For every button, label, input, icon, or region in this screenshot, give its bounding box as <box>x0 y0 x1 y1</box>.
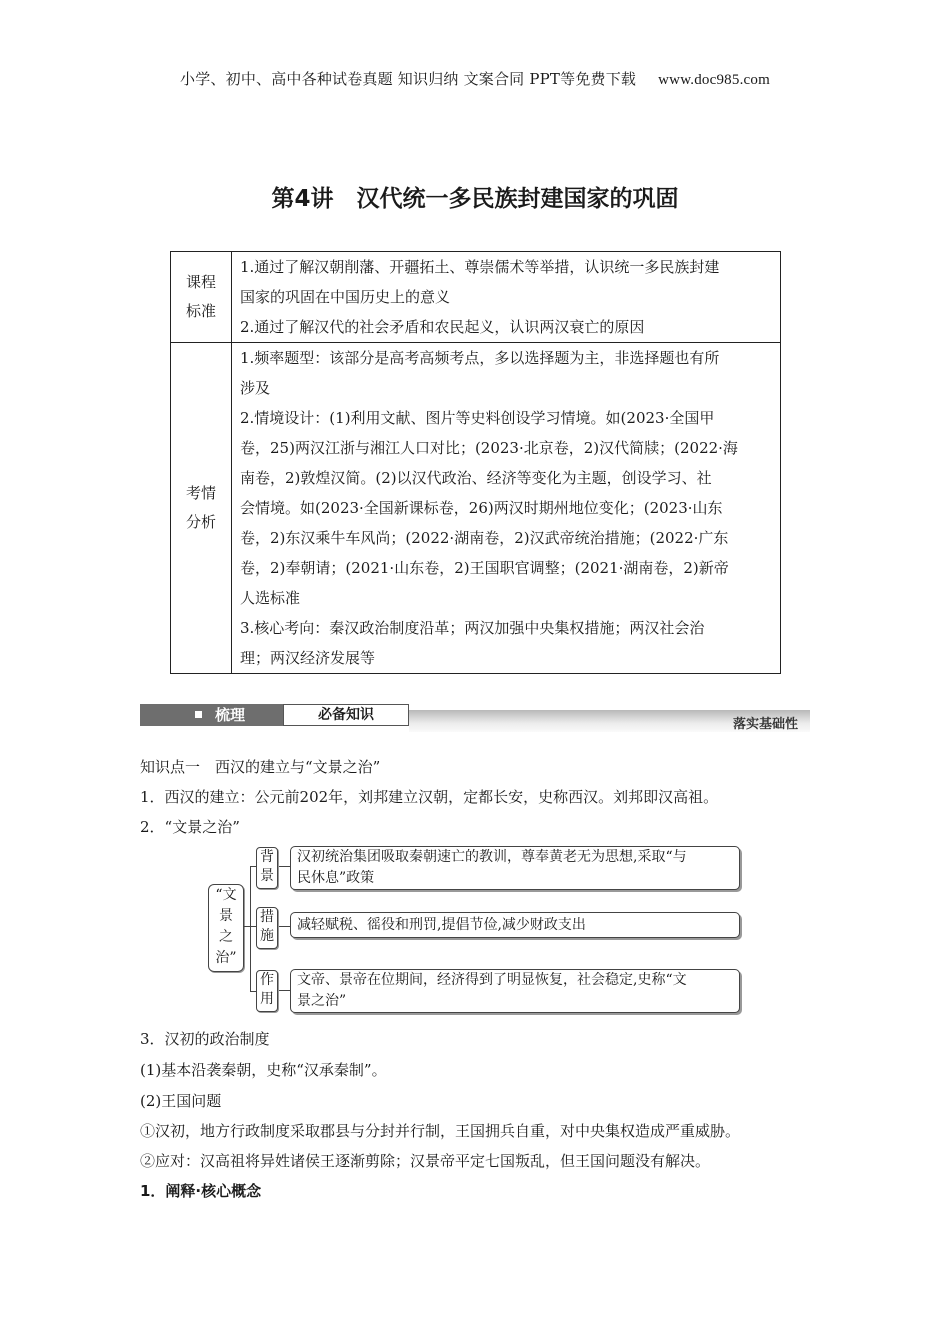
page-title: 第4讲 汉代统一多民族封建国家的巩固 <box>271 186 679 212</box>
branch-description: 汉初统治集团吸取秦朝速亡的教训，尊奉黄老无为思想,采取“与 民休息”政策 <box>290 846 740 890</box>
paragraph: ②应对：汉高祖将异姓诸侯王逐渐剪除；汉景帝平定七国叛乱，但王国问题没有解决。 <box>140 1152 711 1170</box>
header-text: 小学、初中、高中各种试卷真题 知识归纳 文案合同 PPT等免费下载 <box>180 70 637 88</box>
connector <box>243 926 250 927</box>
subsection-heading: 1．阐释·核心概念 <box>140 1182 262 1200</box>
paragraph: 1．西汉的建立：公元前202年，刘邦建立汉朝，定都长安，史称西汉。刘邦即汉高祖。 <box>140 788 719 806</box>
standard-text: 1.通过了解汉朝削藩、开疆拓土、尊崇儒术等举措，认识统一多民族封建 国家的巩固在中国历史上的意义 2.通过了解汉代的社会矛盾和农民起义，认识两汉衰亡的原因 <box>232 252 781 343</box>
connector <box>278 926 290 927</box>
band-left-label: 梳理 <box>215 706 246 724</box>
branch-description: 文帝、景帝在位期间，经济得到了明显恢复，社会稳定,史称“文 景之治” <box>290 969 740 1013</box>
branch-description: 减轻赋税、徭役和刑罚,提倡节俭,减少财政支出 <box>290 912 740 938</box>
paragraph: 3．汉初的政治制度 <box>140 1030 270 1048</box>
connector <box>278 990 290 991</box>
paragraph: 2．“文景之治” <box>140 818 240 836</box>
band-right-label: 落实基础性 <box>732 717 798 732</box>
paragraph: (1)基本沿袭秦朝，史称“汉承秦制”。 <box>140 1061 387 1079</box>
branch-category: 背 景 <box>256 847 278 889</box>
paragraph: (2)王国问题 <box>140 1092 222 1110</box>
band-dark <box>140 704 285 726</box>
analysis-label: 考情 分析 <box>171 343 232 674</box>
standard-label: 课程 标准 <box>171 252 232 343</box>
diagram-center-node: “文 景 之 治” <box>208 884 244 972</box>
knowledge-point-heading: 知识点一 西汉的建立与“文景之治” <box>140 758 381 776</box>
connector <box>278 866 290 867</box>
page-header <box>0 68 950 89</box>
paragraph: ①汉初，地方行政制度采取郡县与分封并行制，王国拥兵自重，对中央集权造成严重威胁。 <box>140 1122 741 1140</box>
section-band <box>140 704 810 732</box>
table-row <box>171 343 781 674</box>
square-icon <box>195 711 202 718</box>
band-box-label: 必备知识 <box>283 704 409 726</box>
branch-category: 措 施 <box>256 907 278 949</box>
table-row <box>171 252 781 343</box>
curriculum-table <box>170 251 781 674</box>
branch-category: 作 用 <box>256 970 278 1012</box>
header-site[interactable]: www.doc985.com <box>658 72 770 88</box>
analysis-text: 1.频率题型：该部分是高考高频考点，多以选择题为主，非选择题也有所 涉及 2.情境设计：(1)利用文献、图片等史料创设学习情境。如(2023·全国甲 卷，25)两汉江浙与湘江人口对比；(2023·北京卷，2)汉代简牍；(2022·海 南卷，2)敦煌汉简。(2)以汉代政治、经济等变化为主题，创设学习、社 会情境。如(2023·全国新课标卷，26)两汉时期州地位变化；(2023·山东 卷，2)东汉乘牛车风尚；(2022·湖南卷，2)汉武帝统治措施；(2022·广东 卷，2)奉朝请；(2021·山东卷，2)王国职官调整；(2021·湖南卷，2)新帝 人选标准 3.核心考向：秦汉政治制度沿革；两汉加强中央集权措施；两汉社会治 理；两汉经济发展等 <box>232 343 781 674</box>
